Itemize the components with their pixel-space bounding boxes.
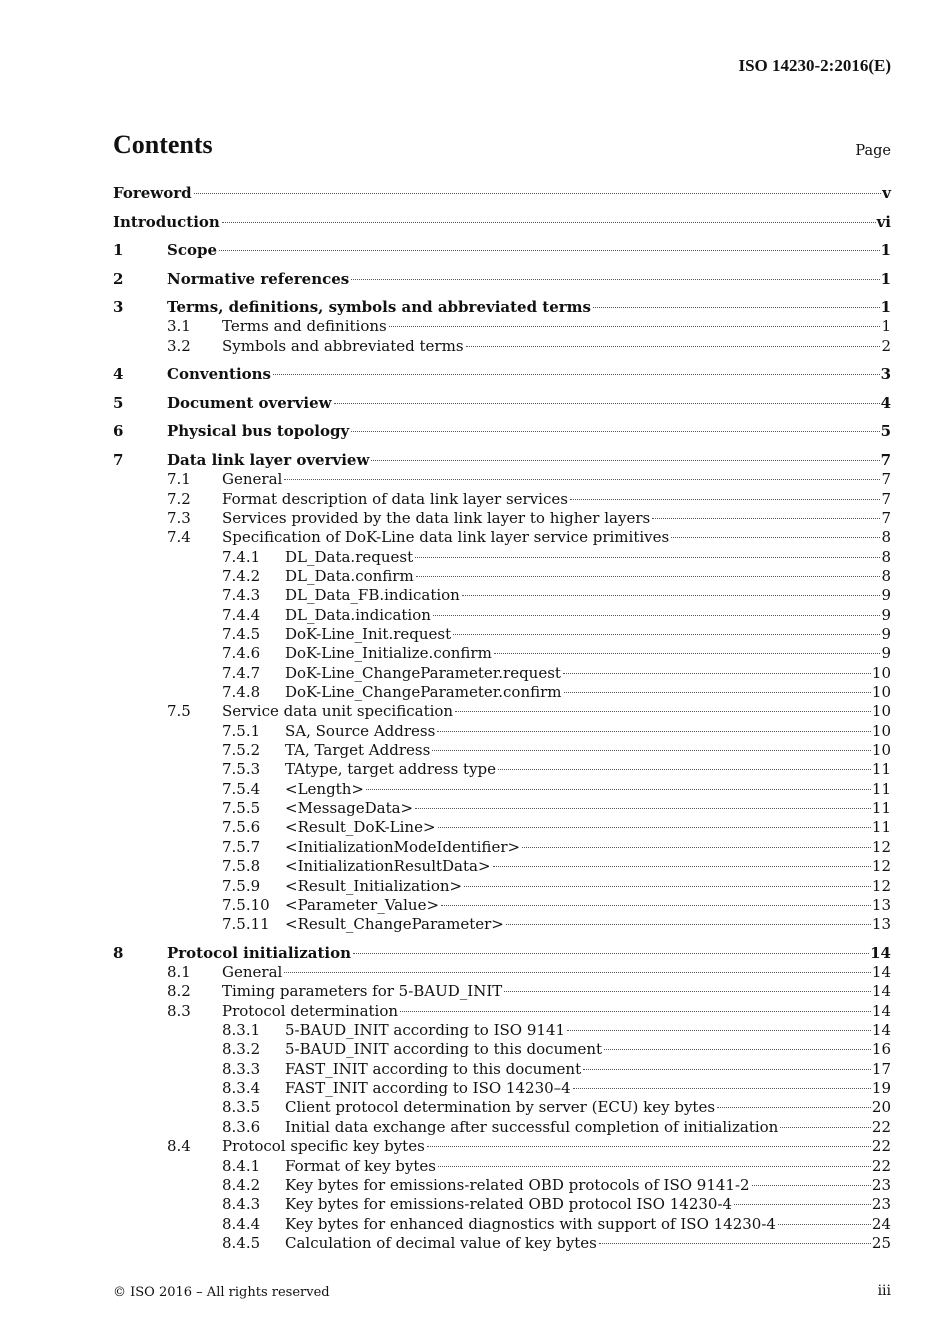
toc-entry-page: vi	[876, 212, 891, 231]
toc-entry-title[interactable]: Timing parameters for 5-BAUD_INIT	[222, 982, 503, 1001]
dot-leader	[351, 279, 879, 280]
toc-entry-number: 8.3.2	[222, 1040, 261, 1059]
toc-entry[interactable]	[113, 298, 891, 317]
toc-entry[interactable]	[113, 184, 891, 203]
dot-leader	[222, 222, 876, 223]
toc-entry-title[interactable]: Calculation of decimal value of key bytes	[285, 1233, 597, 1252]
toc-entry[interactable]	[113, 625, 891, 644]
dot-leader	[780, 1127, 871, 1128]
toc-entry-title[interactable]: Data link layer overview	[167, 450, 370, 469]
dot-leader	[400, 1011, 871, 1012]
dot-leader	[415, 557, 880, 558]
toc-entry-title[interactable]: Format description of data link layer services	[222, 489, 568, 508]
dot-leader	[284, 479, 880, 480]
toc-entry-number: 4	[113, 365, 124, 384]
toc-entry-page: 2	[881, 336, 891, 355]
dot-leader	[717, 1107, 871, 1108]
toc-entry-number: 7.5.6	[222, 818, 261, 837]
toc-entry-title[interactable]: Normative references	[167, 269, 350, 288]
toc-entry[interactable]	[113, 394, 891, 413]
toc-entry[interactable]	[113, 422, 891, 441]
toc-entry-page: 22	[871, 1117, 891, 1136]
toc-entry-title[interactable]: <MessageData>	[285, 799, 414, 818]
dot-leader	[604, 1049, 871, 1050]
toc-entry[interactable]	[113, 509, 891, 528]
toc-entry-title[interactable]: Key bytes for emissions-related OBD protocol ISO 14230-4	[285, 1195, 733, 1214]
toc-entry-number: 7	[113, 450, 124, 469]
toc-entry[interactable]	[113, 470, 891, 489]
toc-entry-page: 1	[881, 317, 891, 336]
toc-entry-title[interactable]: Terms and definitions	[222, 317, 387, 336]
toc-entry-page: 11	[871, 818, 891, 837]
toc-entry-title[interactable]: <Length>	[285, 779, 364, 798]
toc-entry-page: 20	[871, 1098, 891, 1117]
toc-entry-number: 3.2	[167, 336, 191, 355]
toc-entry-number: 8.3.1	[222, 1021, 261, 1040]
toc-entry-page: 17	[871, 1059, 891, 1078]
toc-entry[interactable]	[113, 963, 891, 982]
toc-entry-title[interactable]: 5-BAUD_INIT according to ISO 9141	[285, 1021, 566, 1040]
toc-entry-page: 14	[871, 1021, 891, 1040]
toc-entry-number: 8.4.5	[222, 1233, 261, 1252]
dot-leader	[416, 576, 881, 577]
toc-entry[interactable]	[113, 818, 891, 837]
toc-entry-title[interactable]: DoK-Line_Init.request	[285, 625, 452, 644]
dot-leader	[466, 346, 881, 347]
toc-entry[interactable]	[113, 944, 891, 963]
copyright-footer: © ISO 2016 – All rights reserved	[113, 1285, 330, 1300]
toc-entry-title[interactable]: DoK-Line_Initialize.confirm	[285, 644, 492, 663]
toc-entry-number: 7.4.7	[222, 663, 261, 682]
toc-entry[interactable]	[113, 1157, 891, 1176]
toc-entry[interactable]	[113, 780, 891, 799]
toc-entry-number: 7.4.2	[222, 567, 261, 585]
toc-entry[interactable]	[113, 567, 891, 586]
toc-entry-page: 16	[871, 1040, 891, 1059]
toc-entry-number: 3.1	[167, 317, 191, 336]
toc-entry[interactable]	[113, 317, 891, 336]
dot-leader	[498, 769, 871, 770]
toc-entry[interactable]	[113, 337, 891, 356]
dot-leader	[567, 1030, 871, 1031]
toc-entry-number: 7.5.3	[222, 760, 261, 779]
toc-entry[interactable]	[113, 1079, 891, 1098]
dot-leader	[593, 307, 880, 308]
toc-entry-title[interactable]: DL_Data.confirm	[285, 567, 414, 585]
toc-entry[interactable]	[113, 1040, 891, 1059]
toc-entry-page: 5	[880, 422, 891, 441]
toc-entry[interactable]	[113, 982, 891, 1001]
toc-entry-title[interactable]: Specification of DoK-Line data link layer service primitives	[222, 528, 670, 547]
toc-entry-number: 7.5.4	[222, 779, 261, 798]
toc-entry-number: 7.5	[167, 702, 191, 721]
toc-entry-title[interactable]: Symbols and abbreviated terms	[222, 336, 464, 355]
page-number-footer: iii	[877, 1283, 891, 1299]
dot-leader	[415, 808, 871, 809]
toc-entry[interactable]	[113, 365, 891, 384]
toc-entry-number: 7.1	[167, 470, 191, 489]
dot-leader	[671, 537, 880, 538]
dot-leader	[462, 595, 881, 596]
toc-entry-page: 14	[871, 963, 891, 982]
dot-leader	[752, 1185, 871, 1186]
toc-entry[interactable]	[113, 760, 891, 779]
toc-entry-title[interactable]: Key bytes for enhanced diagnostics with support of ISO 14230-4	[285, 1214, 776, 1233]
toc-entry-page: 23	[871, 1175, 891, 1194]
toc-entry-number: 8.4.2	[222, 1175, 261, 1194]
toc-entry[interactable]	[113, 490, 891, 509]
toc-entry[interactable]	[113, 528, 891, 547]
toc-entry-title[interactable]: SA, Source Address	[285, 721, 436, 740]
toc-entry-page: 9	[881, 625, 891, 644]
dot-leader	[522, 847, 871, 848]
dot-leader	[455, 711, 871, 712]
toc-entry[interactable]	[113, 877, 891, 896]
toc-entry-title[interactable]: Physical bus topology	[167, 422, 350, 441]
toc-entry-page: 24	[871, 1214, 891, 1233]
toc-entry-page: 8	[881, 528, 891, 547]
toc-entry[interactable]	[113, 586, 891, 605]
toc-entry-page: 10	[871, 721, 891, 740]
toc-entry[interactable]	[113, 915, 891, 934]
toc-entry-number: 7.4	[167, 528, 191, 547]
toc-entry-page: 14	[870, 943, 891, 962]
toc-entry-title[interactable]: DL_Data.request	[285, 547, 414, 566]
toc-entry-title[interactable]: FAST_INIT according to this document	[285, 1059, 582, 1078]
toc-entry[interactable]	[113, 857, 891, 876]
dot-leader	[438, 827, 871, 828]
toc-entry-page: 22	[871, 1156, 891, 1175]
toc-entry-title[interactable]: DL_Data_FB.indication	[285, 586, 460, 605]
dot-leader	[389, 326, 881, 327]
dot-leader	[453, 634, 880, 635]
toc-entry-title[interactable]: Services provided by the data link layer to higher layers	[222, 508, 651, 527]
toc-entry[interactable]	[113, 741, 891, 760]
dot-leader	[573, 1088, 871, 1089]
dot-leader	[194, 193, 882, 194]
dot-leader	[351, 431, 879, 432]
toc-entry-title[interactable]: Conventions	[167, 365, 271, 384]
toc-entry-number: 7.5.1	[222, 721, 261, 740]
toc-entry[interactable]	[113, 270, 891, 289]
toc-entry-number: 2	[113, 269, 124, 288]
toc-entry-page: 7	[881, 508, 891, 527]
contents-title: Contents	[113, 130, 213, 159]
toc-entry-title[interactable]: Client protocol determination by server (ECU) key bytes	[285, 1098, 716, 1117]
toc-entry-number: 7.4.3	[222, 586, 261, 605]
dot-leader	[334, 403, 880, 404]
toc-entry-number: 8.3.4	[222, 1079, 261, 1098]
toc-entry-title[interactable]: <Result_Initialization>	[285, 876, 463, 895]
toc-entry[interactable]	[113, 722, 891, 741]
toc-entry-page: 14	[871, 1001, 891, 1020]
toc-entry-page: 14	[871, 982, 891, 1001]
toc-entry-page: 12	[871, 876, 891, 895]
toc-entry-number: 8.3.3	[222, 1059, 261, 1078]
toc-entry-page: 9	[881, 644, 891, 663]
toc-entry-number: 7.4.8	[222, 683, 261, 702]
toc-entry-page: 10	[871, 741, 891, 760]
toc-entry-number: 8.4	[167, 1137, 191, 1156]
dot-leader	[353, 953, 869, 954]
toc-entry[interactable]	[113, 1098, 891, 1117]
toc-entry[interactable]	[113, 1137, 891, 1156]
toc-entry-page: 10	[871, 683, 891, 702]
toc-entry-title[interactable]: Initial data exchange after successful completion of initialization	[285, 1117, 779, 1136]
toc-entry-title[interactable]: Introduction	[113, 212, 220, 231]
dot-leader	[734, 1204, 871, 1205]
toc-entry-title[interactable]: Document overview	[167, 393, 332, 412]
toc-entry-number: 8.4.1	[222, 1156, 261, 1175]
toc-entry-number: 7.2	[167, 489, 191, 508]
toc-entry-number: 6	[113, 422, 124, 441]
toc-entry-number: 7.5.8	[222, 857, 261, 876]
dot-leader	[437, 731, 871, 732]
toc-entry-number: 8	[113, 943, 124, 962]
toc-entry[interactable]	[113, 1118, 891, 1137]
toc-entry-number: 8.2	[167, 982, 191, 1001]
dot-leader	[493, 866, 871, 867]
dot-leader	[570, 499, 881, 500]
toc-entry-page: 22	[871, 1137, 891, 1156]
toc-entry-page: 7	[881, 489, 891, 508]
dot-leader	[652, 518, 880, 519]
dot-leader	[583, 1069, 871, 1070]
toc-entry-title[interactable]: DoK-Line_ChangeParameter.confirm	[285, 683, 562, 702]
toc-entry-number: 8.3.6	[222, 1117, 261, 1136]
toc-entry-page: 1	[880, 241, 891, 260]
toc-entry-title[interactable]: DL_Data.indication	[285, 605, 431, 624]
toc-entry[interactable]	[113, 1215, 891, 1234]
toc-entry-page: 8	[881, 567, 891, 585]
toc-entry-title[interactable]: TA, Target Address	[285, 741, 431, 760]
toc-entry[interactable]	[113, 548, 891, 567]
toc-entry-number: 7.5.11	[222, 915, 270, 934]
toc-entry[interactable]	[113, 702, 891, 721]
toc-entry-page: 25	[871, 1233, 891, 1252]
toc-entry-title[interactable]: Terms, definitions, symbols and abbreviated terms	[167, 298, 591, 317]
toc-entry-page: 4	[880, 393, 891, 412]
toc-entry[interactable]	[113, 1195, 891, 1214]
dot-leader	[432, 750, 871, 751]
toc-entry-page: 7	[880, 450, 891, 469]
toc-entry-title[interactable]: <Result_ChangeParameter>	[285, 915, 504, 934]
dot-leader	[366, 789, 871, 790]
toc-entry[interactable]	[113, 1021, 891, 1040]
toc-entry[interactable]	[113, 838, 891, 857]
toc-entry-title[interactable]: General	[222, 470, 283, 489]
dot-leader	[506, 924, 871, 925]
toc-entry[interactable]	[113, 1002, 891, 1021]
toc-entry-title[interactable]: <InitializationModeIdentifier>	[285, 837, 521, 856]
toc-entry-title[interactable]: Foreword	[113, 184, 192, 202]
toc-entry-page: 11	[871, 799, 891, 818]
toc-entry-page: 13	[871, 915, 891, 934]
toc-entry-number: 8.1	[167, 963, 191, 982]
toc-entry-number: 7.5.10	[222, 895, 270, 914]
toc-entry-page: 9	[881, 605, 891, 624]
toc-entry-page: 11	[871, 760, 891, 779]
toc-entry-number: 1	[113, 241, 124, 260]
dot-leader	[371, 460, 879, 461]
table-of-contents	[113, 184, 891, 1253]
toc-entry-page: 12	[871, 837, 891, 856]
toc-entry-number: 8.3.5	[222, 1098, 261, 1117]
toc-entry-title[interactable]: Key bytes for emissions-related OBD protocols of ISO 9141-2	[285, 1175, 750, 1194]
toc-entry[interactable]	[113, 213, 891, 232]
toc-entry-page: 1	[880, 269, 891, 288]
dot-leader	[778, 1224, 871, 1225]
dot-leader	[273, 374, 880, 375]
toc-entry-number: 3	[113, 298, 124, 317]
toc-entry-title[interactable]: <Parameter_Value>	[285, 895, 440, 914]
toc-entry-page: 19	[871, 1079, 891, 1098]
toc-entry-page: 10	[871, 702, 891, 721]
toc-entry-page: v	[882, 184, 891, 202]
toc-entry[interactable]	[113, 644, 891, 663]
toc-entry-number: 7.5.9	[222, 876, 261, 895]
toc-entry-title[interactable]: Protocol determination	[222, 1001, 399, 1020]
dot-leader	[494, 653, 881, 654]
toc-entry-number: 7.4.6	[222, 644, 261, 663]
toc-entry-title[interactable]: Protocol specific key bytes	[222, 1137, 425, 1156]
page-column-label: Page	[855, 143, 891, 159]
toc-entry-page: 8	[881, 547, 891, 566]
toc-entry-title[interactable]: Protocol initialization	[167, 943, 351, 962]
toc-entry-title[interactable]: Service data unit specification	[222, 702, 454, 721]
toc-entry-title[interactable]: TAtype, target address type	[285, 760, 497, 779]
toc-entry-page: 11	[871, 779, 891, 798]
dot-leader	[438, 1166, 871, 1167]
dot-leader	[504, 991, 871, 992]
toc-entry-number: 7.5.7	[222, 837, 261, 856]
toc-entry[interactable]	[113, 896, 891, 915]
toc-entry-page: 7	[881, 470, 891, 489]
toc-entry-number: 7.5.2	[222, 741, 261, 760]
toc-entry-page: 3	[880, 365, 891, 384]
toc-entry-number: 8.4.4	[222, 1214, 261, 1233]
dot-leader	[284, 972, 871, 973]
dot-leader	[599, 1243, 871, 1244]
dot-leader	[433, 615, 881, 616]
dot-leader	[427, 1146, 871, 1147]
toc-entry-number: 7.5.5	[222, 799, 261, 818]
toc-entry-title[interactable]: General	[222, 963, 283, 982]
toc-entry-number: 7.4.5	[222, 625, 261, 644]
toc-entry-page: 9	[881, 586, 891, 605]
toc-entry-title[interactable]: Format of key bytes	[285, 1156, 436, 1175]
toc-entry-page: 13	[871, 895, 891, 914]
toc-entry-number: 7.3	[167, 508, 191, 527]
toc-entry[interactable]	[113, 1234, 891, 1253]
dot-leader	[219, 250, 880, 251]
toc-entry-title[interactable]: FAST_INIT according to ISO 14230–4	[285, 1079, 571, 1098]
toc-entry-title[interactable]: <Result_DoK-Line>	[285, 818, 436, 837]
toc-entry[interactable]	[113, 451, 891, 470]
toc-entry-title[interactable]: <InitializationResultData>	[285, 857, 491, 876]
toc-entry[interactable]	[113, 799, 891, 818]
toc-entry-page: 1	[880, 298, 891, 317]
document-id-header: ISO 14230-2:2016(E)	[738, 56, 891, 75]
dot-leader	[441, 905, 871, 906]
toc-entry[interactable]	[113, 683, 891, 702]
toc-entry[interactable]	[113, 1176, 891, 1195]
toc-entry-title[interactable]: 5-BAUD_INIT according to this document	[285, 1040, 603, 1059]
toc-entry-number: 7.4.4	[222, 605, 261, 624]
dot-leader	[564, 692, 871, 693]
toc-entry-title[interactable]: DoK-Line_ChangeParameter.request	[285, 663, 561, 682]
toc-entry-number: 8.4.3	[222, 1195, 261, 1214]
toc-entry[interactable]	[113, 241, 891, 260]
toc-entry-number: 8.3	[167, 1001, 191, 1020]
dot-leader	[563, 673, 871, 674]
toc-entry-title[interactable]: Scope	[167, 241, 218, 260]
toc-entry-page: 12	[871, 857, 891, 876]
toc-entry-page: 10	[871, 663, 891, 682]
toc-entry[interactable]	[113, 606, 891, 625]
toc-entry[interactable]	[113, 1060, 891, 1079]
dot-leader	[464, 886, 871, 887]
toc-entry[interactable]	[113, 664, 891, 683]
toc-entry-number: 7.4.1	[222, 547, 261, 566]
toc-entry-page: 23	[871, 1195, 891, 1214]
toc-entry-number: 5	[113, 393, 124, 412]
